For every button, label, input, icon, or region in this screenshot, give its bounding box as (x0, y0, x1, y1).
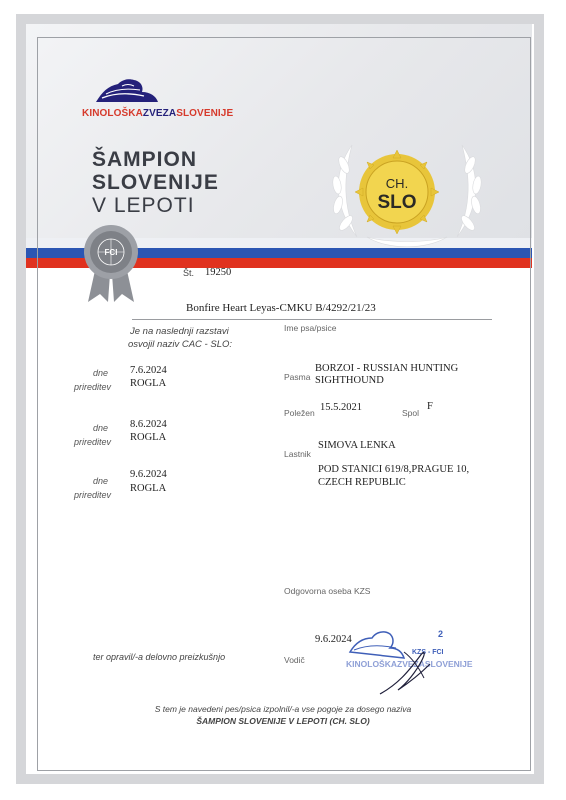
footer-line-2: ŠAMPION SLOVENIJE V LEPOTI (CH. SLO) (196, 716, 370, 726)
org-name-part3: SLOVENIJE (176, 108, 234, 119)
show-3-organizer-label: prireditev (74, 490, 112, 500)
show-1-organizer-label: prireditev (74, 382, 112, 392)
champion-seal-icon (355, 150, 439, 234)
kzs-logo-icon (92, 74, 162, 106)
show-3-date: 9.6.2024 (130, 469, 167, 480)
stamp-code: KZS - FCI (412, 649, 444, 656)
show-2-place: ROGLA (130, 432, 167, 443)
born-label: Poležen (284, 408, 315, 418)
show-1-date-label: dne (93, 368, 109, 378)
show-2-organizer-label: prireditev (74, 437, 112, 447)
title-line-2: SLOVENIJE (92, 171, 219, 194)
certificate-title (92, 148, 219, 217)
dog-name-label: Ime psa/psice (284, 323, 337, 333)
title-line-1: ŠAMPION (92, 148, 198, 171)
sex-value: F (427, 401, 433, 412)
owner-name: SIMOVA LENKA (318, 440, 396, 451)
footer-line-1: S tem je navedeni pes/psica izpolnil/-a vse pogoje za dosego naziva (154, 704, 412, 714)
kzs-stamp-icon (340, 612, 490, 707)
stamp-text: KINOLOŠKAZVEZASLOVENIJE (346, 659, 473, 669)
certificate-number: 19250 (205, 267, 232, 278)
title-line-3: V LEPOTI (92, 194, 195, 217)
show-2-date-label: dne (93, 423, 109, 433)
show-3-date-label: dne (93, 476, 109, 486)
show-2-date: 8.6.2024 (130, 419, 167, 430)
intro-line-1: Je na naslednji razstavi (130, 326, 229, 337)
seal-text-line2: SLO (377, 192, 417, 213)
owner-label: Lastnik (284, 449, 311, 459)
owner-address-line-2: CZECH REPUBLIC (318, 477, 406, 488)
fci-text: FCI (104, 248, 118, 257)
show-1-place: ROGLA (130, 378, 167, 389)
verified-text: ter opravil/-a delovno preizkušnjo (93, 652, 226, 662)
signature-date: 9.6.2024 (315, 634, 352, 645)
breed-line-1: BORZOI - RUSSIAN HUNTING (315, 363, 459, 374)
org-name-part1: KINOLOŠKA (82, 108, 143, 119)
dog-name: Bonfire Heart Leyas-CMKU B/4292/21/23 (186, 302, 376, 314)
org-name-part2: ZVEZA (142, 108, 177, 119)
certificate-number-label: Št. (183, 268, 195, 278)
seal-text-line1: CH. (385, 176, 409, 191)
intro-line-2: osvojil naziv CAC - SLO: (128, 339, 233, 350)
born-date: 15.5.2021 (320, 402, 362, 413)
show-1-date: 7.6.2024 (130, 365, 167, 376)
sex-label: Spol (402, 408, 420, 418)
breed-label: Pasma (284, 372, 311, 382)
fci-badge-icon (80, 222, 142, 304)
leader-label: Vodič (284, 655, 305, 665)
stamp-number: 2 (438, 629, 444, 639)
responsible-person-label: Odgovorna oseba KZS (284, 586, 371, 596)
owner-address-line-1: POD STANICI 619/8,PRAGUE 10, (318, 464, 470, 475)
breed-line-2: SIGHTHOUND (315, 375, 384, 386)
organization-name (82, 108, 233, 119)
dog-name-underline (132, 319, 492, 320)
show-3-place: ROGLA (130, 483, 167, 494)
